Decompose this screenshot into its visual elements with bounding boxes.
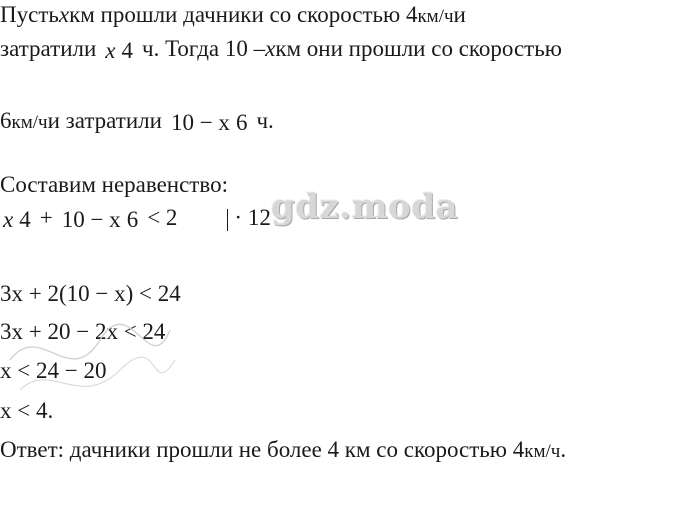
plus-sign: +	[39, 205, 53, 230]
text-fragment: затратили	[0, 36, 97, 61]
line-2	[0, 36, 562, 63]
line-1	[0, 2, 466, 30]
watermark: gdz.moda	[271, 187, 459, 227]
variable: x	[265, 36, 276, 61]
step-1: 3x + 2(10 − x) < 24	[0, 281, 181, 306]
text-fragment: км прошли дачники со скоростью 4	[69, 2, 418, 27]
text-fragment: .	[560, 437, 567, 462]
step-3: x < 24 − 20	[0, 358, 107, 383]
text-fragment: Пусть	[0, 2, 59, 27]
inequality-line	[0, 205, 271, 232]
fraction-denominator: 4	[121, 37, 134, 63]
fraction-10-minus-x-over-6	[59, 208, 141, 232]
fraction-x-over-4	[0, 208, 34, 232]
fraction-numerator: 10 − x	[61, 206, 121, 232]
text-fragment: и затратили	[47, 108, 162, 133]
text-fragment: ч.	[256, 108, 274, 133]
text-fragment: Ответ: дачники прошли не более 4 км со скоростью 4	[0, 437, 525, 462]
unit-kmh: км/ч	[524, 441, 561, 462]
text-fragment: 6	[0, 108, 12, 133]
fraction-denominator: 4	[19, 206, 31, 232]
unit-kmh: км/ч	[11, 112, 48, 133]
step-4: x < 4.	[0, 398, 54, 423]
text-fragment: км они прошли со скоростью	[275, 36, 562, 61]
line-4: Составим неравенство:	[0, 172, 228, 197]
multiply-separator	[227, 209, 228, 231]
fraction-10-minus-x-over-6	[168, 111, 250, 135]
fraction-numerator: x	[3, 206, 14, 232]
fraction-numerator: x	[105, 37, 116, 63]
fraction-numerator: 10 − x	[170, 109, 230, 135]
step-2: 3x + 20 − 2x < 24	[0, 319, 166, 344]
multiplier: · 12	[234, 205, 271, 230]
answer-line	[0, 437, 566, 465]
text-fragment: и	[453, 2, 466, 27]
fraction-x-over-4	[102, 39, 136, 63]
unit-kmh: км/ч	[417, 6, 454, 27]
fraction-denominator: 6	[126, 206, 139, 232]
fraction-denominator: 6	[235, 109, 248, 135]
relation: < 2	[147, 205, 178, 230]
text-fragment: ч. Тогда 10 –	[142, 36, 266, 61]
watermark-scribble	[0, 300, 180, 420]
variable: x	[58, 2, 70, 27]
line-3	[0, 108, 274, 136]
